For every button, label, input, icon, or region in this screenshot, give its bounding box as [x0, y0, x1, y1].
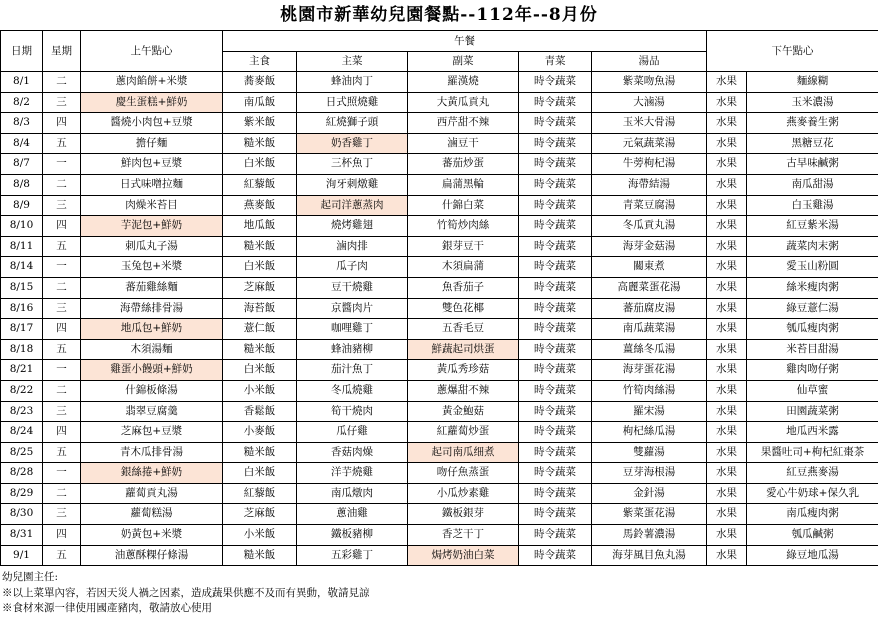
- page-title: 桃園市新華幼兒園餐點--112年--8月份: [280, 5, 598, 25]
- cell-fruit: 水果: [707, 174, 747, 195]
- cell-date: 8/31: [1, 525, 43, 546]
- cell-main: 瓜仔雞: [297, 422, 408, 443]
- cell-am-snack: 肉燥米苔目: [81, 195, 223, 216]
- cell-fruit: 水果: [707, 277, 747, 298]
- cell-date: 8/21: [1, 360, 43, 381]
- cell-weekday: 二: [43, 72, 81, 93]
- cell-am-snack: 鮮肉包+豆漿: [81, 154, 223, 175]
- cell-am-snack: 油蔥酥粿仔條湯: [81, 545, 223, 566]
- cell-side: 滷豆干: [408, 133, 519, 154]
- cell-staple: 白米飯: [223, 360, 297, 381]
- cell-am-snack: 玉兔包+米漿: [81, 257, 223, 278]
- header-main: 主菜: [297, 52, 408, 72]
- cell-pm-snack: 仙草蜜: [747, 380, 878, 401]
- cell-am-snack: 醬燒小肉包+豆漿: [81, 113, 223, 134]
- cell-staple: 紅藜飯: [223, 483, 297, 504]
- table-row: [1, 133, 878, 154]
- cell-staple: 香鬆飯: [223, 401, 297, 422]
- cell-pm-snack: 玉米濃湯: [747, 92, 878, 113]
- cell-pm-snack: 紅豆紫米湯: [747, 216, 878, 237]
- cell-weekday: 三: [43, 92, 81, 113]
- cell-weekday: 三: [43, 504, 81, 525]
- table-row: [1, 195, 878, 216]
- cell-staple: 白米飯: [223, 154, 297, 175]
- cell-soup: 海芽蛋花湯: [592, 360, 707, 381]
- cell-staple: 燕麥飯: [223, 195, 297, 216]
- cell-main: 筍干燒肉: [297, 401, 408, 422]
- header-pm-snack: 下午點心: [707, 31, 878, 72]
- cell-main: 京醬肉片: [297, 298, 408, 319]
- cell-main: 瓜子肉: [297, 257, 408, 278]
- cell-veg: 時令蔬菜: [519, 92, 592, 113]
- cell-main: 蜂油肉丁: [297, 72, 408, 93]
- cell-weekday: 三: [43, 195, 81, 216]
- cell-am-snack: 什錦板條湯: [81, 380, 223, 401]
- cell-fruit: 水果: [707, 422, 747, 443]
- cell-staple: 紅藜飯: [223, 174, 297, 195]
- cell-veg: 時令蔬菜: [519, 483, 592, 504]
- cell-side: 起司南瓜细煮: [408, 442, 519, 463]
- cell-veg: 時令蔬菜: [519, 319, 592, 340]
- cell-soup: 關東煮: [592, 257, 707, 278]
- cell-main: 豆干燒雞: [297, 277, 408, 298]
- cell-weekday: 五: [43, 133, 81, 154]
- cell-soup: 馬鈴薯濃湯: [592, 525, 707, 546]
- cell-am-snack: 奶黃包+米漿: [81, 525, 223, 546]
- cell-weekday: 二: [43, 380, 81, 401]
- cell-weekday: 一: [43, 360, 81, 381]
- cell-side: 什錦白菜: [408, 195, 519, 216]
- cell-date: 8/7: [1, 154, 43, 175]
- table-row: [1, 483, 878, 504]
- cell-main: 茄汁魚丁: [297, 360, 408, 381]
- menu-body: [1, 72, 878, 566]
- cell-veg: 時令蔬菜: [519, 216, 592, 237]
- header-weekday: 星期: [43, 31, 81, 72]
- cell-fruit: 水果: [707, 442, 747, 463]
- cell-fruit: 水果: [707, 401, 747, 422]
- cell-weekday: 四: [43, 216, 81, 237]
- cell-soup: 紫菜蛋花湯: [592, 504, 707, 525]
- cell-side: 雙色花椰: [408, 298, 519, 319]
- cell-soup: 海芽金菇湯: [592, 236, 707, 257]
- cell-fruit: 水果: [707, 236, 747, 257]
- cell-soup: 雙蘿湯: [592, 442, 707, 463]
- cell-weekday: 一: [43, 154, 81, 175]
- cell-staple: 芝麻飯: [223, 504, 297, 525]
- cell-main: 奶香雞丁: [297, 133, 408, 154]
- cell-weekday: 四: [43, 422, 81, 443]
- table-row: [1, 504, 878, 525]
- cell-am-snack: 蔥肉餡餅+米漿: [81, 72, 223, 93]
- cell-date: 8/2: [1, 92, 43, 113]
- cell-veg: 時令蔬菜: [519, 360, 592, 381]
- cell-date: 8/15: [1, 277, 43, 298]
- table-row: [1, 236, 878, 257]
- cell-side: 大黃瓜貢丸: [408, 92, 519, 113]
- cell-veg: 時令蔬菜: [519, 504, 592, 525]
- header-date: 日期: [1, 31, 43, 72]
- cell-soup: 大滷湯: [592, 92, 707, 113]
- table-row: [1, 154, 878, 175]
- cell-main: 三杯魚丁: [297, 154, 408, 175]
- cell-main: 咖哩雞丁: [297, 319, 408, 340]
- cell-am-snack: 刺瓜丸子湯: [81, 236, 223, 257]
- cell-veg: 時令蔬菜: [519, 195, 592, 216]
- cell-staple: 海苔飯: [223, 298, 297, 319]
- cell-side: 竹筍炒肉絲: [408, 216, 519, 237]
- cell-fruit: 水果: [707, 504, 747, 525]
- cell-date: 8/28: [1, 463, 43, 484]
- cell-side: 黃金鮑菇: [408, 401, 519, 422]
- table-row: [1, 442, 878, 463]
- note-ingredients: ※食材來源一律使用國產豬肉，敬請放心使用: [2, 602, 212, 615]
- cell-veg: 時令蔬菜: [519, 380, 592, 401]
- cell-date: 9/1: [1, 545, 43, 566]
- cell-date: 8/14: [1, 257, 43, 278]
- cell-veg: 時令蔬菜: [519, 422, 592, 443]
- cell-am-snack: 芝麻包+豆漿: [81, 422, 223, 443]
- cell-soup: 冬瓜貢丸湯: [592, 216, 707, 237]
- cell-date: 8/30: [1, 504, 43, 525]
- note-director: 幼兒園主任:: [2, 571, 59, 584]
- cell-fruit: 水果: [707, 380, 747, 401]
- cell-weekday: 一: [43, 257, 81, 278]
- cell-soup: 海芽風目魚丸湯: [592, 545, 707, 566]
- cell-fruit: 水果: [707, 545, 747, 566]
- cell-staple: 地瓜飯: [223, 216, 297, 237]
- cell-soup: 海帶結湯: [592, 174, 707, 195]
- cell-staple: 小米飯: [223, 525, 297, 546]
- table-row: [1, 380, 878, 401]
- cell-side: 焗烤奶油白菜: [408, 545, 519, 566]
- cell-pm-snack: 紅豆燕麥湯: [747, 463, 878, 484]
- cell-pm-snack: 麵線糊: [747, 72, 878, 93]
- cell-pm-snack: 瓠瓜鹹粥: [747, 525, 878, 546]
- cell-veg: 時令蔬菜: [519, 463, 592, 484]
- cell-am-snack: 蘿蔔糕湯: [81, 504, 223, 525]
- cell-pm-snack: 地瓜西米露: [747, 422, 878, 443]
- cell-side: 鐵板銀芽: [408, 504, 519, 525]
- header-am-snack: 上午點心: [81, 31, 223, 72]
- cell-soup: 青菜豆腐湯: [592, 195, 707, 216]
- cell-date: 8/3: [1, 113, 43, 134]
- cell-side: 小瓜炒素雞: [408, 483, 519, 504]
- cell-side: 蕃茄炒蛋: [408, 154, 519, 175]
- cell-side: 黃瓜秀珍菇: [408, 360, 519, 381]
- cell-pm-snack: 綠豆薏仁湯: [747, 298, 878, 319]
- table-row: [1, 92, 878, 113]
- cell-weekday: 二: [43, 483, 81, 504]
- cell-weekday: 五: [43, 545, 81, 566]
- cell-staple: 南瓜飯: [223, 92, 297, 113]
- cell-fruit: 水果: [707, 298, 747, 319]
- cell-main: 燒烤雞翅: [297, 216, 408, 237]
- cell-date: 8/29: [1, 483, 43, 504]
- cell-staple: 蕎麥飯: [223, 72, 297, 93]
- cell-date: 8/8: [1, 174, 43, 195]
- cell-soup: 金針湯: [592, 483, 707, 504]
- cell-staple: 糙米飯: [223, 236, 297, 257]
- cell-weekday: 三: [43, 401, 81, 422]
- cell-pm-snack: 愛玉山粉圓: [747, 257, 878, 278]
- cell-soup: 竹筍肉絲湯: [592, 380, 707, 401]
- cell-fruit: 水果: [707, 319, 747, 340]
- cell-weekday: 四: [43, 113, 81, 134]
- cell-veg: 時令蔬菜: [519, 525, 592, 546]
- header-side: 副菜: [408, 52, 519, 72]
- cell-fruit: 水果: [707, 525, 747, 546]
- cell-staple: 白米飯: [223, 257, 297, 278]
- cell-pm-snack: 愛心牛奶球+保久乳: [747, 483, 878, 504]
- cell-pm-snack: 南瓜甜湯: [747, 174, 878, 195]
- cell-main: 香菇肉燥: [297, 442, 408, 463]
- cell-veg: 時令蔬菜: [519, 277, 592, 298]
- table-row: [1, 72, 878, 93]
- cell-pm-snack: 絲米瘦肉粥: [747, 277, 878, 298]
- cell-date: 8/1: [1, 72, 43, 93]
- cell-side: 蔥爆甜不辣: [408, 380, 519, 401]
- cell-staple: 糙米飯: [223, 339, 297, 360]
- table-row: [1, 422, 878, 443]
- cell-side: 西芹甜不辣: [408, 113, 519, 134]
- cell-fruit: 水果: [707, 339, 747, 360]
- table-row: [1, 339, 878, 360]
- cell-veg: 時令蔬菜: [519, 154, 592, 175]
- table-row: [1, 216, 878, 237]
- cell-fruit: 水果: [707, 113, 747, 134]
- cell-veg: 時令蔬菜: [519, 442, 592, 463]
- cell-weekday: 四: [43, 525, 81, 546]
- cell-am-snack: 青木瓜排骨湯: [81, 442, 223, 463]
- cell-soup: 羅宋湯: [592, 401, 707, 422]
- cell-veg: 時令蔬菜: [519, 133, 592, 154]
- cell-am-snack: 慶生蛋糕+鮮奶: [81, 92, 223, 113]
- cell-main: 五彩雞丁: [297, 545, 408, 566]
- cell-date: 8/16: [1, 298, 43, 319]
- header-staple: 主食: [223, 52, 297, 72]
- cell-am-snack: 銀絲捲+鮮奶: [81, 463, 223, 484]
- table-row: [1, 545, 878, 566]
- cell-date: 8/22: [1, 380, 43, 401]
- cell-weekday: 五: [43, 339, 81, 360]
- cell-veg: 時令蔬菜: [519, 545, 592, 566]
- cell-soup: 南瓜蔬菜湯: [592, 319, 707, 340]
- cell-pm-snack: 田園蔬菜粥: [747, 401, 878, 422]
- cell-am-snack: 芋泥包+鮮奶: [81, 216, 223, 237]
- cell-weekday: 四: [43, 319, 81, 340]
- cell-date: 8/25: [1, 442, 43, 463]
- cell-main: 鐵板豬柳: [297, 525, 408, 546]
- cell-veg: 時令蔬菜: [519, 298, 592, 319]
- cell-main: 日式照燒雞: [297, 92, 408, 113]
- cell-staple: 糙米飯: [223, 545, 297, 566]
- cell-date: 8/23: [1, 401, 43, 422]
- cell-main: 冬瓜燒雞: [297, 380, 408, 401]
- cell-date: 8/24: [1, 422, 43, 443]
- cell-pm-snack: 古早味鹹粥: [747, 154, 878, 175]
- table-row: [1, 360, 878, 381]
- cell-am-snack: 雞蛋小饅頭+鮮奶: [81, 360, 223, 381]
- header-lunch: 午餐: [223, 31, 707, 52]
- cell-am-snack: 海帶絲排骨湯: [81, 298, 223, 319]
- table-row: [1, 113, 878, 134]
- cell-am-snack: 蕃茄雞絲麵: [81, 277, 223, 298]
- cell-soup: 蕃茄腐皮湯: [592, 298, 707, 319]
- cell-fruit: 水果: [707, 257, 747, 278]
- cell-fruit: 水果: [707, 195, 747, 216]
- cell-main: 滷肉排: [297, 236, 408, 257]
- cell-fruit: 水果: [707, 483, 747, 504]
- cell-veg: 時令蔬菜: [519, 113, 592, 134]
- cell-weekday: 二: [43, 277, 81, 298]
- cell-pm-snack: 瓠瓜瘦肉粥: [747, 319, 878, 340]
- cell-fruit: 水果: [707, 72, 747, 93]
- cell-fruit: 水果: [707, 463, 747, 484]
- cell-side: 魚香茄子: [408, 277, 519, 298]
- cell-pm-snack: 燕麥養生粥: [747, 113, 878, 134]
- table-row: [1, 525, 878, 546]
- table-row: [1, 401, 878, 422]
- cell-date: 8/17: [1, 319, 43, 340]
- cell-staple: 糙米飯: [223, 442, 297, 463]
- table-row: [1, 277, 878, 298]
- cell-am-snack: 蘿蔔貢丸湯: [81, 483, 223, 504]
- header-veg: 青菜: [519, 52, 592, 72]
- cell-side: 羅漢燒: [408, 72, 519, 93]
- cell-weekday: 三: [43, 298, 81, 319]
- cell-fruit: 水果: [707, 133, 747, 154]
- cell-side: 紅蘿蔔炒蛋: [408, 422, 519, 443]
- cell-main: 起司洋蔥蒸肉: [297, 195, 408, 216]
- cell-date: 8/9: [1, 195, 43, 216]
- cell-soup: 玉米大骨湯: [592, 113, 707, 134]
- cell-am-snack: 擔仔麵: [81, 133, 223, 154]
- cell-soup: 元氣蔬菜湯: [592, 133, 707, 154]
- cell-pm-snack: 白玉雞湯: [747, 195, 878, 216]
- cell-weekday: 五: [43, 442, 81, 463]
- cell-veg: 時令蔬菜: [519, 257, 592, 278]
- cell-main: 蔥油雞: [297, 504, 408, 525]
- table-row: [1, 298, 878, 319]
- cell-soup: 高麗菜蛋花湯: [592, 277, 707, 298]
- cell-pm-snack: 綠豆地瓜湯: [747, 545, 878, 566]
- cell-staple: 芝麻飯: [223, 277, 297, 298]
- cell-date: 8/18: [1, 339, 43, 360]
- cell-am-snack: 日式味噌拉麵: [81, 174, 223, 195]
- cell-am-snack: 翡翠豆腐羹: [81, 401, 223, 422]
- cell-main: 南瓜燉肉: [297, 483, 408, 504]
- cell-staple: 小麥飯: [223, 422, 297, 443]
- cell-main: 洋芋燒雞: [297, 463, 408, 484]
- cell-side: 鮮蔬起司烘蛋: [408, 339, 519, 360]
- table-row: [1, 463, 878, 484]
- cell-pm-snack: 蔬菜肉末粥: [747, 236, 878, 257]
- cell-staple: 白米飯: [223, 463, 297, 484]
- cell-staple: 糙米飯: [223, 133, 297, 154]
- cell-fruit: 水果: [707, 216, 747, 237]
- cell-am-snack: 地瓜包+鮮奶: [81, 319, 223, 340]
- note-disclaimer: ※以上菜單內容，若因天災人禍之因素，造成蔬果供應不及而有異動，敬請見諒: [2, 586, 370, 599]
- cell-soup: 紫菜吻魚湯: [592, 72, 707, 93]
- cell-soup: 薑絲冬瓜湯: [592, 339, 707, 360]
- cell-veg: 時令蔬菜: [519, 401, 592, 422]
- cell-veg: 時令蔬菜: [519, 174, 592, 195]
- menu-table: [0, 30, 878, 566]
- table-row: [1, 174, 878, 195]
- notes: [0, 570, 878, 617]
- cell-side: 銀芽豆干: [408, 236, 519, 257]
- cell-soup: 枸杞絲瓜湯: [592, 422, 707, 443]
- cell-staple: 紫米飯: [223, 113, 297, 134]
- cell-weekday: 五: [43, 236, 81, 257]
- header-soup: 湯品: [592, 52, 707, 72]
- cell-main: 蜂油豬柳: [297, 339, 408, 360]
- cell-pm-snack: 黑糖豆花: [747, 133, 878, 154]
- cell-staple: 薏仁飯: [223, 319, 297, 340]
- cell-staple: 小米飯: [223, 380, 297, 401]
- cell-pm-snack: 雞肉吻仔粥: [747, 360, 878, 381]
- cell-date: 8/11: [1, 236, 43, 257]
- cell-soup: 牛蒡枸杞湯: [592, 154, 707, 175]
- cell-fruit: 水果: [707, 360, 747, 381]
- cell-weekday: 一: [43, 463, 81, 484]
- cell-main: 紅燒獅子頭: [297, 113, 408, 134]
- cell-veg: 時令蔬菜: [519, 236, 592, 257]
- cell-veg: 時令蔬菜: [519, 339, 592, 360]
- cell-side: 吻仔魚蒸蛋: [408, 463, 519, 484]
- cell-date: 8/4: [1, 133, 43, 154]
- cell-fruit: 水果: [707, 154, 747, 175]
- cell-pm-snack: 果醬吐司+枸杞紅棗茶: [747, 442, 878, 463]
- table-row: [1, 319, 878, 340]
- cell-fruit: 水果: [707, 92, 747, 113]
- cell-side: 香芝干丁: [408, 525, 519, 546]
- cell-soup: 豆芽海根湯: [592, 463, 707, 484]
- cell-date: 8/10: [1, 216, 43, 237]
- cell-pm-snack: 南瓜瘦肉粥: [747, 504, 878, 525]
- cell-pm-snack: 米苔目甜湯: [747, 339, 878, 360]
- cell-weekday: 二: [43, 174, 81, 195]
- cell-side: 木須扁蒲: [408, 257, 519, 278]
- cell-side: 扁蒲黑輪: [408, 174, 519, 195]
- cell-main: 洵牙刺燉雞: [297, 174, 408, 195]
- table-row: [1, 257, 878, 278]
- cell-veg: 時令蔬菜: [519, 72, 592, 93]
- cell-side: 五香毛豆: [408, 319, 519, 340]
- cell-am-snack: 木須湯麵: [81, 339, 223, 360]
